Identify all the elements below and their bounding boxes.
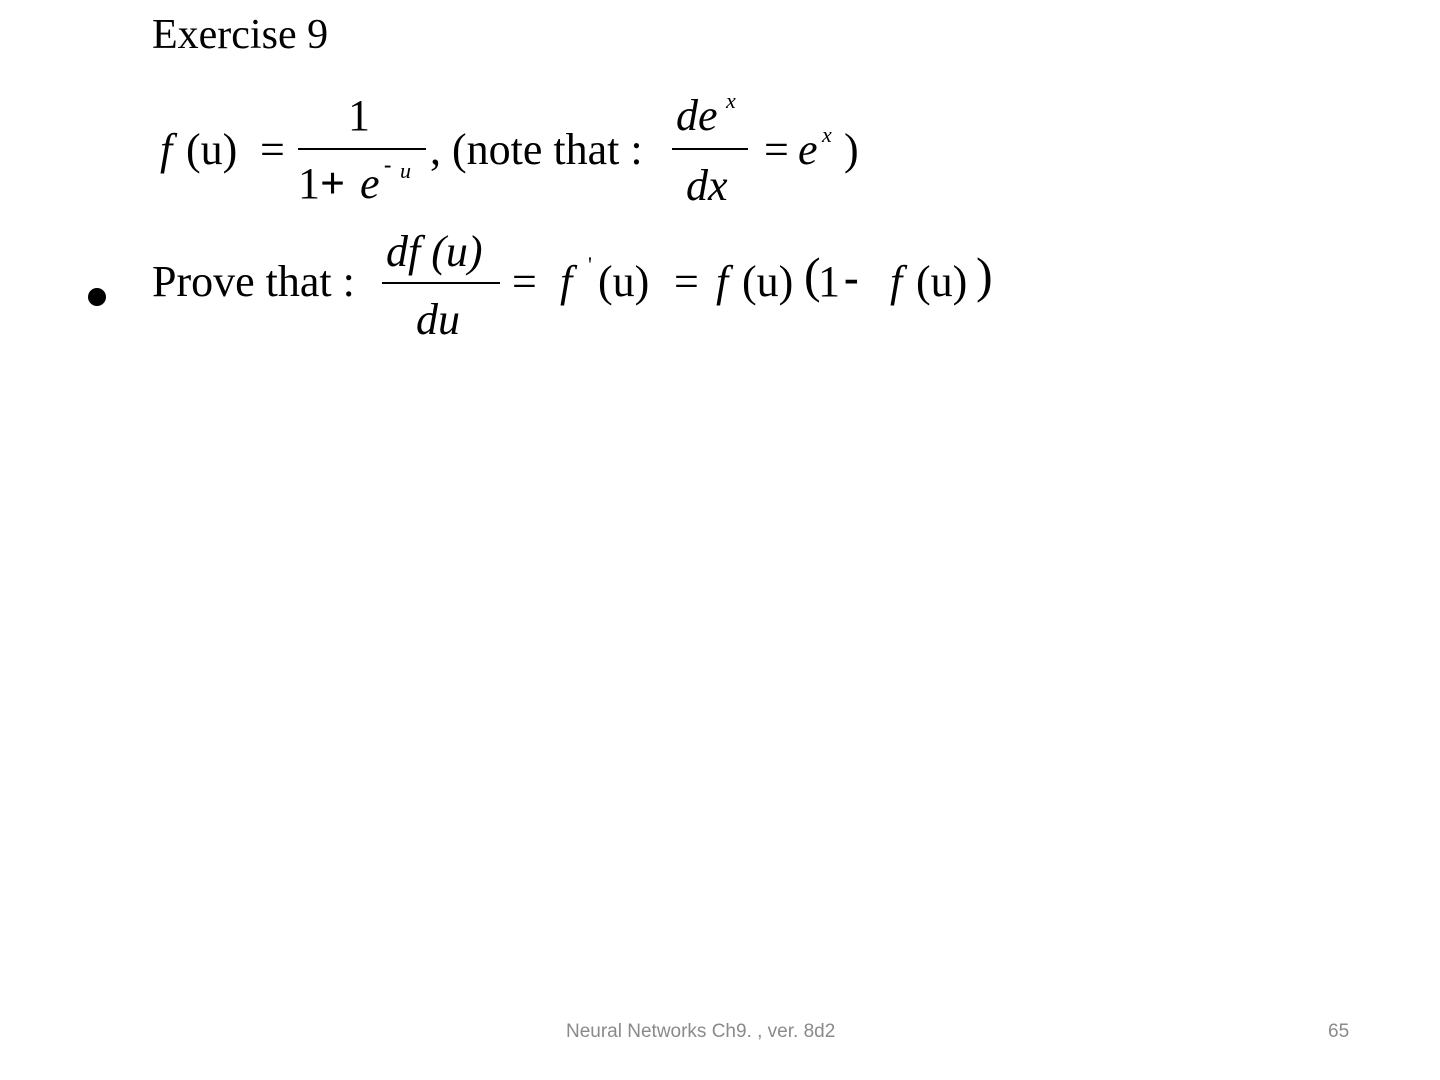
eq1-equals: = [260,125,285,174]
eq1-e: e [360,159,380,208]
eq1-e-rhs: e [798,125,818,174]
prove-df-numerator: df (u) [386,227,483,276]
prove-f-prime: f [560,257,573,306]
prove-equals-a: = [512,257,537,306]
eq1-denominator-one: 1 [298,159,320,208]
slide-title: Exercise 9 [152,12,329,58]
prove-minus: - [844,253,859,302]
eq1-arg: (u) [186,125,238,174]
prove-prime-mark: ' [588,252,592,277]
page-number: 65 [1328,1021,1350,1042]
prove-u-arg: (u) [598,257,650,306]
prove-du-denominator: du [416,295,460,344]
bullet-marker [88,288,106,306]
eq1-exp-u: u [400,158,411,183]
eq1-d: d [676,91,698,140]
eq1-equals-2: = [764,125,789,174]
prove-fraction-bar [382,282,500,284]
eq1-x-sup-2: x [822,122,832,147]
eq1-fraction-bar-2 [672,148,748,150]
prove-label: Prove that : [152,257,355,306]
eq1-numerator: 1 [348,91,370,140]
prove-close-paren: ) [976,247,993,303]
eq1-plus: + [320,159,346,208]
eq1-close-paren: ) [844,125,859,174]
prove-open-paren: ( [804,247,821,303]
prove-u-arg-b: (u) [742,257,794,306]
eq1-exp-minus: - [384,152,392,177]
prove-f-c: f [890,257,903,306]
prove-f-b: f [716,257,729,306]
prove-equals-b: = [674,257,699,306]
eq1-x-sup: x [726,88,736,113]
eq1-e-num: e [698,91,718,140]
prove-u-arg-c: (u) [916,257,968,306]
eq1-note-prefix: , (note that : [430,125,643,174]
eq1-f: f [160,125,173,174]
footer-title: Neural Networks Ch9. , ver. 8d2 [566,1021,836,1042]
eq1-dx: dx [686,161,728,210]
prove-one: 1 [818,257,840,306]
eq1-fraction-bar [298,148,426,150]
